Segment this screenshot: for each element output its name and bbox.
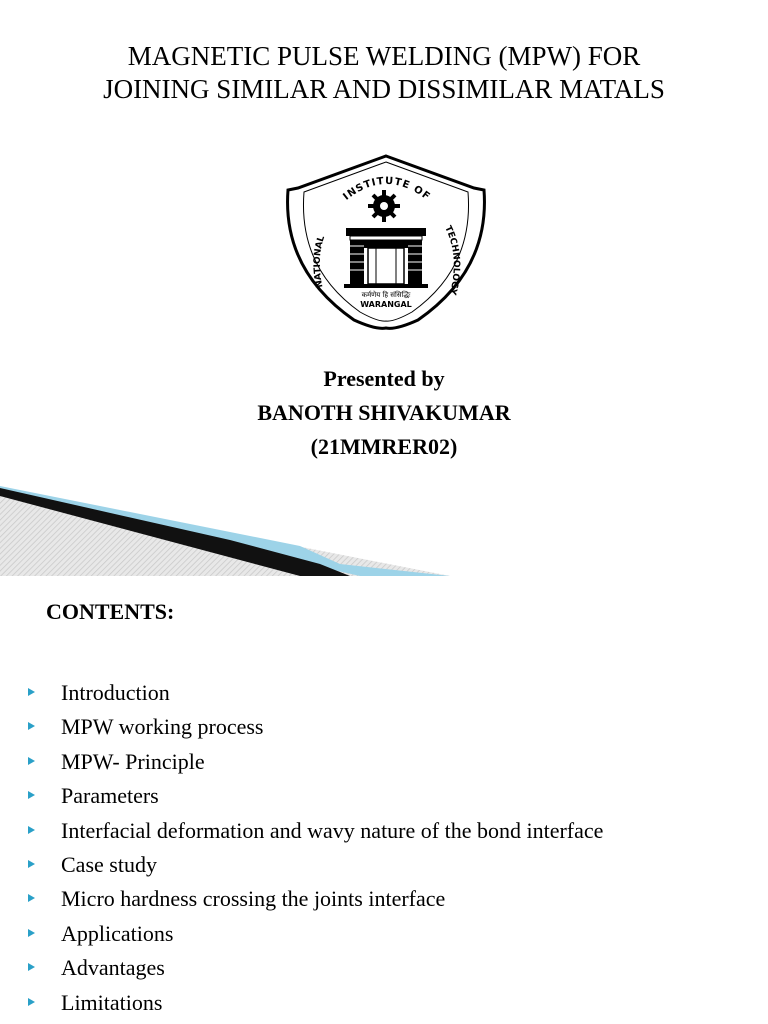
list-item-label: Advantages <box>61 955 165 981</box>
presenter-block <box>0 362 768 464</box>
list-item-label: MPW working process <box>61 714 264 740</box>
triangle-bullet-icon <box>28 791 35 799</box>
list-item <box>0 676 603 710</box>
triangle-bullet-icon <box>28 860 35 868</box>
triangle-bullet-icon <box>28 963 35 971</box>
slide-title <box>0 40 768 106</box>
nit-warangal-logo <box>278 150 494 332</box>
list-item-label: Introduction <box>61 680 170 705</box>
list-item-label: Case study <box>61 851 157 877</box>
contents-heading: CONTENTS: <box>46 599 175 624</box>
logo-left-text: NATIONAL <box>312 234 328 289</box>
presented-by-label: Presented by <box>323 366 445 391</box>
list-item-label: Applications <box>61 920 174 946</box>
logo-bottom-text: WARANGAL <box>360 300 412 309</box>
triangle-bullet-icon <box>28 722 35 730</box>
triangle-bullet-icon <box>28 998 35 1006</box>
triangle-bullet-icon <box>28 688 35 696</box>
triangle-bullet-icon <box>28 757 35 765</box>
triangle-bullet-icon <box>28 929 35 937</box>
presenter-id: (21MMRER02) <box>310 434 458 459</box>
list-item-label: MPW- Principle <box>61 748 205 774</box>
contents-slide <box>0 576 768 1024</box>
list-item <box>0 779 603 813</box>
list-item <box>0 745 603 779</box>
list-item <box>0 882 603 916</box>
list-item-label: Limitations <box>61 989 163 1015</box>
list-item <box>0 848 603 882</box>
gateway-icon <box>344 228 428 288</box>
list-item <box>0 951 603 985</box>
presenter-name: BANOTH SHIVAKUMAR <box>257 400 511 425</box>
logo-motto: कर्मणेय हि संसिद्धिः <box>361 291 411 299</box>
list-item-label: Micro hardness crossing the joints interface <box>61 886 446 912</box>
list-item <box>0 917 603 951</box>
title-line-2: JOINING SIMILAR AND DISSIMILAR MATALS <box>103 74 665 104</box>
logo-right-text: TECHNOLOGY <box>442 224 461 296</box>
list-item <box>0 986 603 1020</box>
triangle-bullet-icon <box>28 894 35 902</box>
title-line-1: MAGNETIC PULSE WELDING (MPW) FOR <box>127 41 641 71</box>
list-item <box>0 710 603 744</box>
decorative-swoosh <box>0 480 768 576</box>
list-item <box>0 814 603 848</box>
contents-list <box>0 676 603 1020</box>
list-item-label: Parameters <box>61 783 159 809</box>
logo-top-text: INSTITUTE OF <box>341 175 433 203</box>
triangle-bullet-icon <box>28 826 35 834</box>
list-item-label: Interfacial deformation and wavy nature of the bond interface <box>61 817 604 843</box>
